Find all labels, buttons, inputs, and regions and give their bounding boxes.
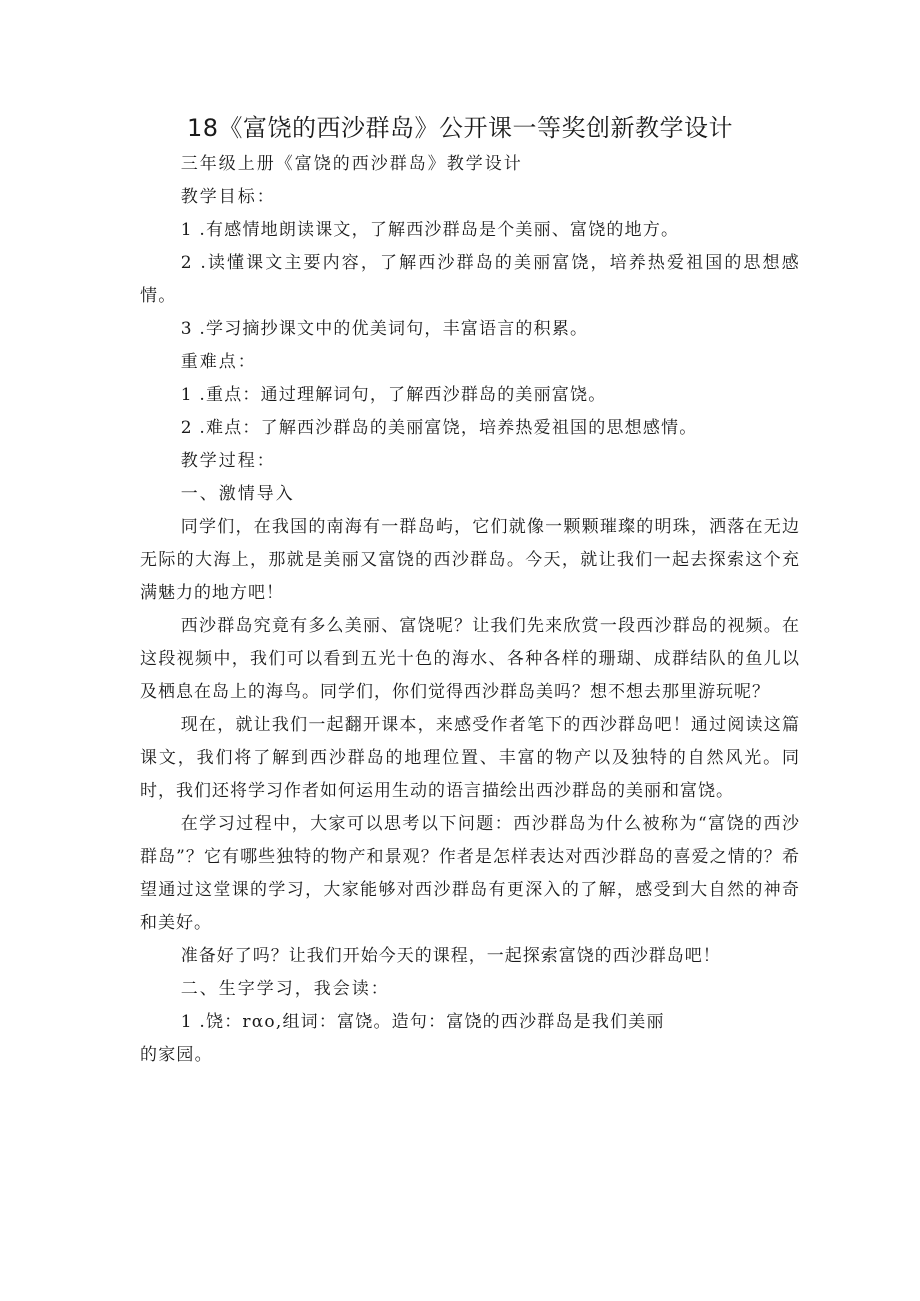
- paragraph: 现在，就让我们一起翻开课本，来感受作者笔下的西沙群岛吧！通过阅读这篇课文，我们将了解到西沙群岛的地理位置、丰富的物产以及独特的自然风光。同时，我们还将学习作者如何运用生动的语言描绘出西沙群岛的美丽和富饶。: [140, 715, 800, 801]
- vocab-item: 1 .饶：rαo,组词：富饶。造句：富饶的西沙群岛是我们美丽: [180, 1012, 665, 1032]
- goal-item: 1 .有感情地朗读课文，了解西沙群岛是个美丽、富饶的地方。: [180, 220, 680, 240]
- vocab-item-continuation: 的家园。: [140, 1045, 213, 1065]
- key-point-item: 1 .重点：通过理解词句，了解西沙群岛的美丽富饶。: [180, 385, 607, 405]
- document-body: [140, 148, 800, 1072]
- subtitle: 三年级上册《富饶的西沙群岛》教学设计: [180, 154, 523, 174]
- key-point-item: 2 .难点：了解西沙群岛的美丽富饶，培养热爱祖国的思想感情。: [180, 418, 698, 438]
- goal-item: 2 .读懂课文主要内容，了解西沙群岛的美丽富饶，培养热爱祖国的思想感情。: [140, 253, 800, 306]
- key-points-heading: 重难点：: [180, 352, 257, 372]
- section-heading: 一、激情导入: [180, 484, 295, 504]
- process-heading: 教学过程：: [180, 451, 276, 471]
- document-title: 18《富饶的西沙群岛》公开课一等奖创新教学设计: [186, 114, 734, 142]
- paragraph: 准备好了吗？让我们开始今天的课程，一起探索富饶的西沙群岛吧！: [180, 946, 721, 966]
- section-heading: 二、生字学习，我会读：: [180, 979, 390, 999]
- paragraph: 同学们，在我国的南海有一群岛屿，它们就像一颗颗璀璨的明珠，洒落在无边无际的大海上，那就是美丽又富饶的西沙群岛。今天，就让我们一起去探索这个充满魅力的地方吧！: [140, 517, 800, 603]
- paragraph: 在学习过程中，大家可以思考以下问题：西沙群岛为什么被称为“富饶的西沙群岛”？它有哪些独特的物产和景观？作者是怎样表达对西沙群岛的喜爱之情的？希望通过这堂课的学习，大家能够对西沙群岛有更深入的了解，感受到大自然的神奇和美好。: [140, 814, 800, 933]
- goal-item: 3 .学习摘抄课文中的优美词句，丰富语言的积累。: [180, 319, 589, 339]
- goals-heading: 教学目标：: [180, 187, 276, 207]
- paragraph: 西沙群岛究竟有多么美丽、富饶呢？让我们先来欣赏一段西沙群岛的视频。在这段视频中，我们可以看到五光十色的海水、各种各样的珊瑚、成群结队的鱼儿以及栖息在岛上的海鸟。同学们，你们觉得西沙群岛美吗？想不想去那里游玩呢？: [140, 616, 800, 702]
